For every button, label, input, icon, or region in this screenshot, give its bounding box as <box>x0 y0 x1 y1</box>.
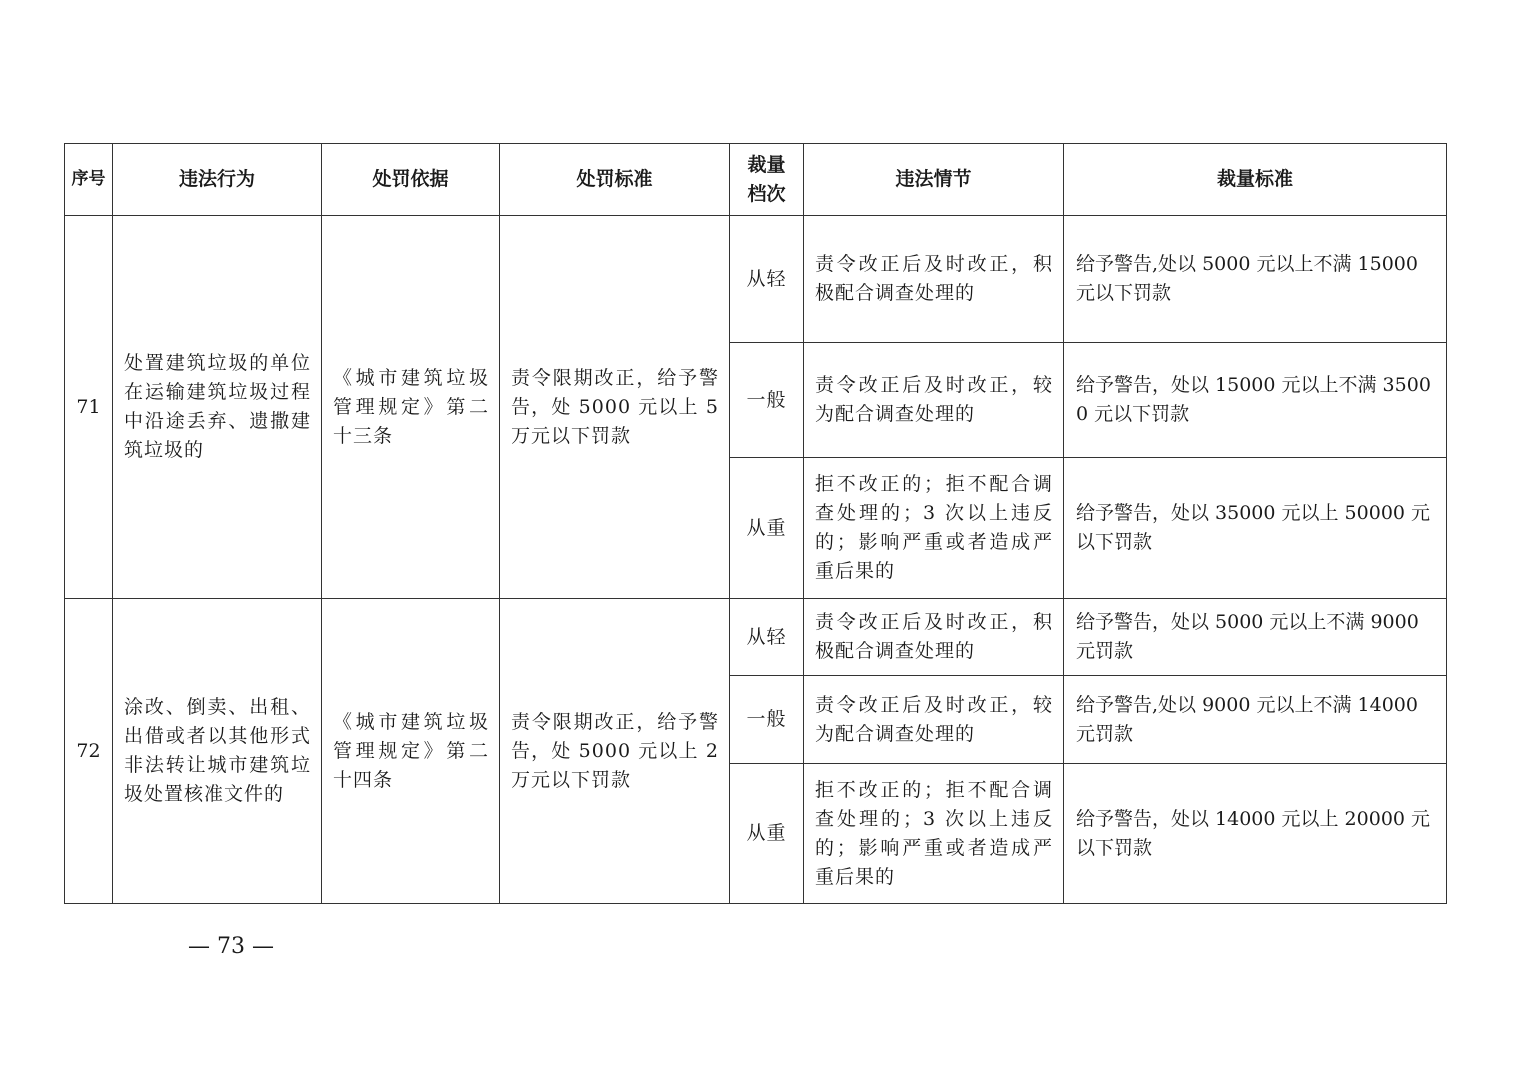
header-violation: 违法行为 <box>113 144 322 216</box>
tier-standard: 给予警告,处以 5000 元以上不满 15000 元以下罚款 <box>1064 216 1447 343</box>
item-penalty-standard: 责令限期改正，给予警告，处 5000 元以上 2 万元以下罚款 <box>500 599 730 904</box>
table-row <box>65 599 1447 676</box>
item-seq: 71 <box>65 216 113 599</box>
tier-standard: 给予警告，处以 35000 元以上 50000 元以下罚款 <box>1064 458 1447 599</box>
tier-standard: 给予警告,处以 9000 元以上不满 14000 元罚款 <box>1064 676 1447 764</box>
tier-circumstance: 拒不改正的；拒不配合调查处理的；3 次以上违反的；影响严重或者造成严重后果的 <box>804 458 1064 599</box>
tier-level: 一般 <box>730 676 804 764</box>
item-violation: 处置建筑垃圾的单位在运输建筑垃圾过程中沿途丢弃、遗撒建筑垃圾的 <box>113 216 322 599</box>
tier-circumstance: 责令改正后及时改正，积极配合调查处理的 <box>804 599 1064 676</box>
tier-level: 从轻 <box>730 216 804 343</box>
item-basis: 《城市建筑垃圾管理规定》第二十四条 <box>322 599 500 904</box>
item-penalty-standard: 责令限期改正，给予警告，处 5000 元以上 5 万元以下罚款 <box>500 216 730 599</box>
tier-standard: 给予警告，处以 15000 元以上不满 35000 元以下罚款 <box>1064 343 1447 458</box>
tier-level: 从轻 <box>730 599 804 676</box>
tier-level: 从重 <box>730 764 804 904</box>
table-row <box>65 216 1447 343</box>
item-violation: 涂改、倒卖、出租、出借或者以其他形式非法转让城市建筑垃圾处置核准文件的 <box>113 599 322 904</box>
page-number: — 73 — <box>188 934 274 959</box>
header-circumstance: 违法情节 <box>804 144 1064 216</box>
tier-standard: 给予警告，处以 5000 元以上不满 9000 元罚款 <box>1064 599 1447 676</box>
item-seq: 72 <box>65 599 113 904</box>
header-row <box>65 144 1447 216</box>
header-basis: 处罚依据 <box>322 144 500 216</box>
header-discretion-standard: 裁量标准 <box>1064 144 1447 216</box>
penalty-discretion-table <box>64 143 1447 904</box>
header-level-text: 裁量档次 <box>747 153 786 205</box>
tier-standard: 给予警告，处以 14000 元以上 20000 元以下罚款 <box>1064 764 1447 904</box>
header-seq: 序号 <box>65 144 113 216</box>
tier-circumstance: 拒不改正的；拒不配合调查处理的；3 次以上违反的；影响严重或者造成严重后果的 <box>804 764 1064 904</box>
tier-circumstance: 责令改正后及时改正，较为配合调查处理的 <box>804 343 1064 458</box>
item-basis: 《城市建筑垃圾管理规定》第二十三条 <box>322 216 500 599</box>
header-level <box>730 144 804 216</box>
tier-circumstance: 责令改正后及时改正，较为配合调查处理的 <box>804 676 1064 764</box>
tier-circumstance: 责令改正后及时改正，积极配合调查处理的 <box>804 216 1064 343</box>
header-penalty-standard: 处罚标准 <box>500 144 730 216</box>
tier-level: 从重 <box>730 458 804 599</box>
tier-level: 一般 <box>730 343 804 458</box>
